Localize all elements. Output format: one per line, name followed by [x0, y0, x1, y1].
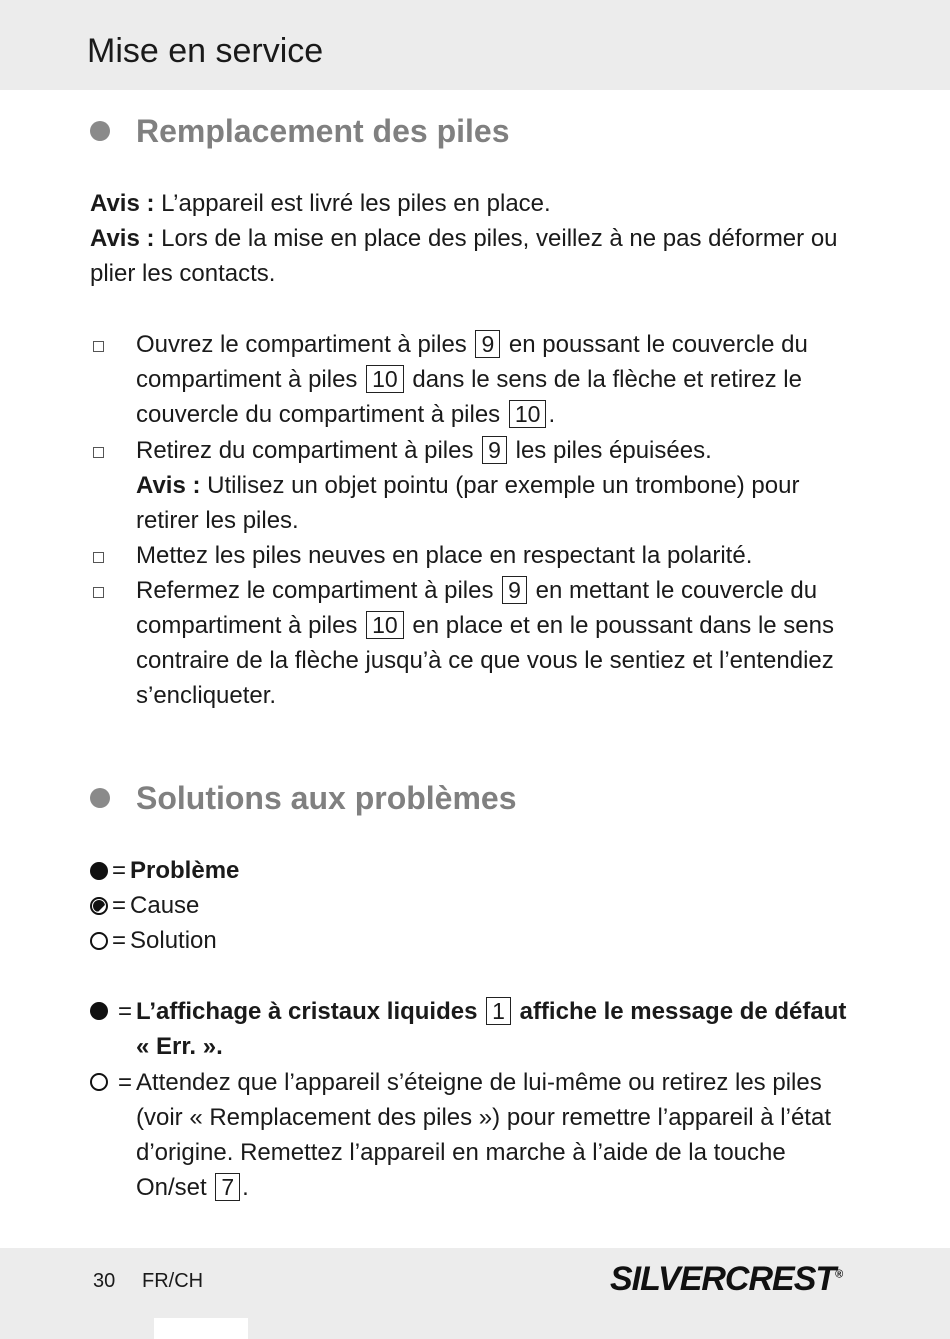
problem-text: L’affichage à cristaux liquides 1 affiche le message de défaut « Err. ».: [136, 998, 847, 1060]
list-item: [90, 327, 860, 432]
section-bullet-icon: [90, 121, 110, 141]
open-circle-icon: [90, 932, 108, 950]
part-number: 10: [366, 365, 404, 393]
thumb-tabs: [0, 1318, 950, 1339]
page-title: Mise en service: [87, 32, 324, 70]
legend-solution: = Solution: [90, 923, 217, 958]
checkbox-bullet-icon: [93, 341, 104, 352]
problem-entry: = L’affichage à cristaux liquides 1 affiche le message de défaut « Err. ».: [90, 994, 860, 1064]
list-item: [90, 573, 860, 713]
step-text: Refermez le compartiment à piles 9 en mettant le couvercle du compartiment à piles 10 en place et en le poussant dans le sens contraire de la flèche jusqu’à ce que vous le sentiez et l’entendiez s’encliqueter.: [136, 577, 834, 709]
section-bullet-icon: [90, 788, 110, 808]
section-heading-battery: [90, 111, 509, 151]
legend-cause: = Cause: [90, 888, 199, 923]
language-code: FR/CH: [142, 1270, 204, 1292]
legend-label: Cause: [130, 892, 200, 919]
legend-problem: = Problème: [90, 853, 239, 888]
list-item: [90, 433, 860, 538]
note-label: Avis :: [90, 190, 155, 217]
step-text: Retirez du compartiment à piles 9 les piles épuisées. Avis : Utilisez un objet pointu (par exemple un trombone) pour retirer les piles.: [136, 437, 800, 534]
open-circle-icon: [90, 1073, 108, 1091]
step-text: Mettez les piles neuves en place en respectant la polarité.: [136, 542, 753, 569]
part-number: 10: [366, 611, 404, 639]
part-number: 9: [475, 330, 500, 358]
note-text: Lors de la mise en place des piles, veillez à ne pas déformer ou plier les contacts.: [90, 225, 838, 287]
checkbox-bullet-icon: [93, 587, 104, 598]
part-number: 1: [486, 997, 511, 1025]
brand-logo: SILVERCREST®: [610, 1260, 843, 1298]
note-text: L’appareil est livré les piles en place.: [154, 190, 551, 217]
part-number: 9: [482, 436, 507, 464]
section-title: Remplacement des piles: [136, 112, 510, 149]
page-number: 30: [93, 1270, 116, 1292]
note-label: Avis :: [136, 472, 201, 499]
half-circle-icon: [90, 897, 108, 915]
part-number: 9: [502, 576, 527, 604]
checkbox-bullet-icon: [93, 447, 104, 458]
list-item: [90, 538, 860, 573]
step-text: Ouvrez le compartiment à piles 9 en poussant le couvercle du compartiment à piles 10 dans le sens de la flèche et retirez le couvercle du compartiment à piles 10 .: [136, 331, 808, 428]
part-number: 7: [215, 1173, 240, 1201]
checkbox-bullet-icon: [93, 552, 104, 563]
page-header: [0, 0, 950, 90]
filled-circle-icon: [90, 1002, 108, 1020]
thumb-tab: [154, 1318, 248, 1339]
page-footer: [0, 1248, 950, 1339]
solution-entry: = Attendez que l’appareil s’éteigne de lui-même ou retirez les piles (voir « Remplacement des piles ») pour remettre l’appareil à l’état d’origine. Remettez l’appareil en marche à l’aide de la touche On/set 7 .: [90, 1065, 860, 1205]
section-heading-troubleshooting: [90, 778, 517, 818]
note-label: Avis :: [90, 225, 155, 252]
part-number: 10: [509, 400, 547, 428]
legend-label: Solution: [130, 927, 217, 954]
note-paragraph: [90, 186, 850, 291]
section-title: Solutions aux problèmes: [136, 779, 517, 816]
legend-label: Problème: [130, 857, 240, 884]
filled-circle-icon: [90, 862, 108, 880]
solution-text: Attendez que l’appareil s’éteigne de lui-même ou retirez les piles (voir « Remplacement des piles ») pour remettre l’appareil à l’état d’origine. Remettez l’appareil en marche à l’aide de la touche On/set 7 .: [136, 1069, 831, 1201]
